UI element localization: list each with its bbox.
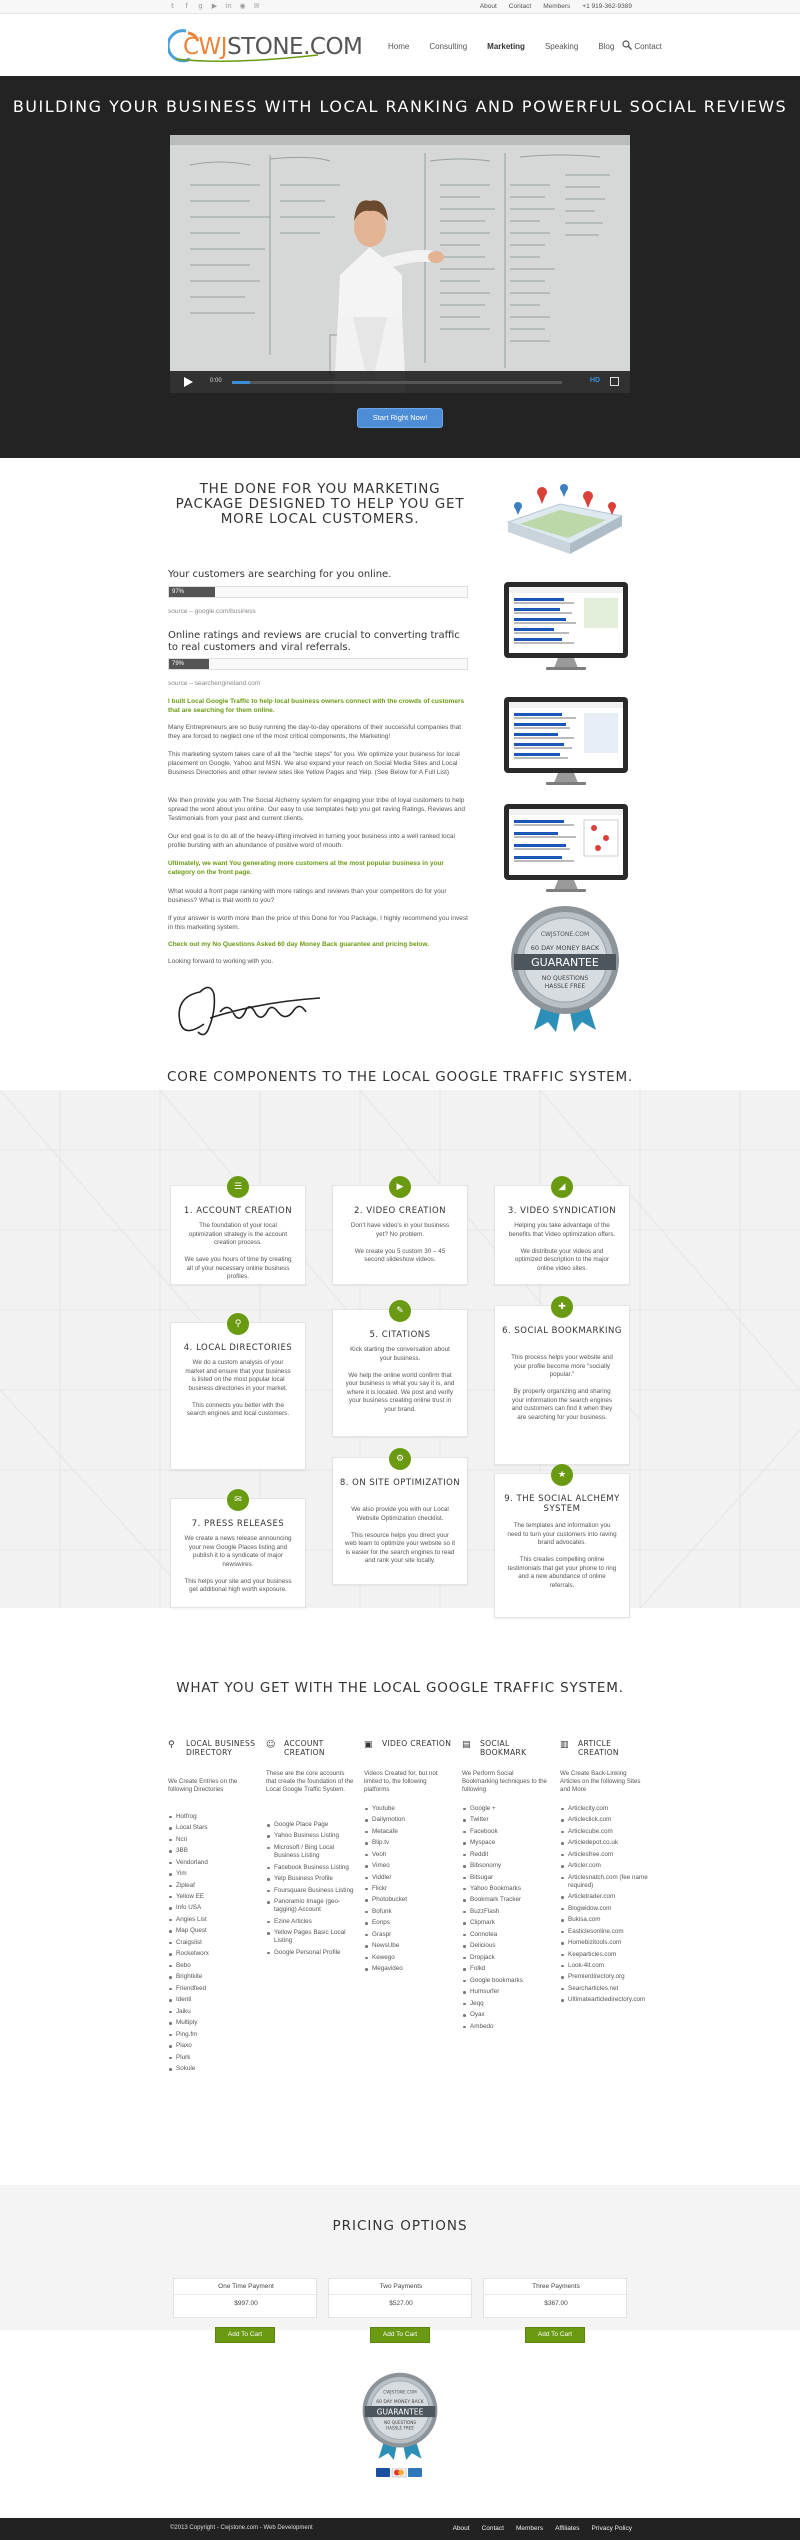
dfy-paragraph: I built Local Google Traffic to help local business owners connect with the crowds of customers that are searching for them online.: [168, 698, 465, 714]
bookmark-icon: ✚: [551, 1296, 573, 1318]
nav-marketing[interactable]: Marketing: [487, 42, 525, 51]
nav-speaking[interactable]: Speaking: [544, 42, 579, 51]
wyg-list-item: Google bookmarks: [462, 1977, 552, 1985]
core-card: [332, 1182, 468, 1285]
wyg-list-item: Google +: [462, 1805, 552, 1813]
top-link-about[interactable]: About: [479, 3, 497, 10]
core-card-text: Helping you take advantage of the benefits that Video optimization offers. We distribute your videos and optimized description to the major online video sites.: [508, 1222, 616, 1272]
wyg-list-item: Identi: [168, 1996, 258, 2004]
wyg-list-item: Youtube: [364, 1805, 454, 1813]
wyg-list-item: Look-4it.com: [560, 1962, 650, 1970]
dfy-paragraph: What would a front page ranking with more ratings and reviews than your competitors do for your business? What is that worth to you?: [168, 888, 447, 904]
wyg-list-item: Foursquare Business Listing: [266, 1887, 356, 1895]
wyg-list-item: Viddler: [364, 1874, 454, 1882]
stat1-bar: [168, 586, 468, 598]
wyg-column-title: SOCIAL BOOKMARK: [480, 1739, 527, 1757]
wyg-list: [168, 1813, 258, 2077]
wyg-list-item: Bibsonomy: [462, 1862, 552, 1870]
wyg-list-item: Yelp Business Profile: [266, 1875, 356, 1883]
wyg-list-item: 3BB: [168, 1847, 258, 1855]
wyg-list-item: Ezine Articles: [266, 1918, 356, 1926]
start-now-button[interactable]: Start Right Now!: [357, 408, 443, 428]
youtube-icon[interactable]: ▶: [211, 2, 218, 10]
dfy-title: THE DONE FOR YOU MARKETING PACKAGE DESIGNED TO HELP YOU GET MORE LOCAL CUSTOMERS.: [175, 481, 465, 527]
directory-icon: ⚲: [227, 1313, 249, 1335]
wyg-list-item: Articletrader.com: [560, 1893, 650, 1901]
wyg-list: [364, 1805, 454, 1977]
nav-blog[interactable]: Blog: [598, 42, 615, 51]
wyg-list-item: Yahoo Bookmarks: [462, 1885, 552, 1893]
linkedin-icon[interactable]: in: [225, 2, 232, 10]
top-phone[interactable]: +1 919-362-9389: [582, 3, 632, 10]
wyg-list-item: Clipmark: [462, 1919, 552, 1927]
core-card: [494, 1182, 630, 1285]
add-to-cart-button[interactable]: Add To Cart: [525, 2327, 585, 2343]
facebook-icon[interactable]: f: [185, 2, 188, 10]
wyg-list-item: Articleclick.com: [560, 1816, 650, 1824]
add-to-cart-button[interactable]: Add To Cart: [215, 2327, 275, 2343]
pricing-card: [483, 2278, 627, 2318]
account-icon: ☰: [227, 1176, 249, 1198]
wyg-list-item: Dropjack: [462, 1954, 552, 1962]
wyg-list-item: Angies List: [168, 1916, 258, 1924]
svg-text:CWJSTONE.COM: CWJSTONE.COM: [540, 931, 590, 938]
stat2-heading: Online ratings and reviews are crucial to converting traffic to real customers and viral referrals.: [168, 630, 460, 653]
wyg-list-item: Jeqq: [462, 2000, 552, 2008]
local-map-graphic: [500, 482, 630, 570]
wyg-list-item: Local Stars: [168, 1824, 258, 1832]
wyg-column-intro: These are the core accounts that create the foundation of the Local Google Traffic System.: [266, 1770, 354, 1794]
wyg-list-item: Jaiku: [168, 2008, 258, 2016]
nav-contact[interactable]: Contact: [634, 42, 662, 51]
wyg-list-item: Dailymotion: [364, 1816, 454, 1824]
top-links: [480, 3, 632, 10]
plan-name: Two Payments: [379, 2283, 423, 2290]
footer-link-affiliates[interactable]: Affiliates: [555, 2525, 580, 2532]
plan-name: Three Payments: [532, 2283, 580, 2290]
add-to-cart-button[interactable]: Add To Cart: [370, 2327, 430, 2343]
monitor-screenshot-2: [502, 695, 630, 787]
bookmark-icon: ▤: [462, 1740, 471, 1750]
core-card: [494, 1470, 630, 1618]
footer-link-members[interactable]: Members: [515, 2525, 544, 2532]
wyg-list-item: Bebo: [168, 1962, 258, 1970]
film-icon: ▣: [364, 1740, 373, 1750]
wyg-list: [560, 1805, 650, 2008]
wyg-list-item: Plaxo: [168, 2042, 258, 2050]
wyg-list-item: Bitsugar: [462, 1874, 552, 1882]
dfy-paragraph: Many Entrepreneurs are so busy running the day-to-day operations of their successful companies that they are forced to neglect one of the most critical components, the Marketing!: [168, 724, 462, 740]
stat2-bar-fill: 79%: [169, 659, 209, 669]
site-header: [0, 14, 800, 76]
user-icon: ☺: [266, 1740, 276, 1750]
wyg-list-item: Vimeo: [364, 1862, 454, 1870]
citations-icon: ✎: [389, 1300, 411, 1322]
svg-text:CWJSTONE.COM: CWJSTONE.COM: [383, 2389, 417, 2395]
wyg-list-item: Eonps: [364, 1919, 454, 1927]
wyg-list-item: Bukisa.com: [560, 1916, 650, 1924]
wyg-list-item: Graspr: [364, 1931, 454, 1939]
wyg-column-title: ARTICLE CREATION: [578, 1739, 619, 1757]
logo-text[interactable]: CWJSTONE.COM: [183, 34, 363, 60]
dfy-paragraph: Check out my No Questions Asked 60 day Money Back guarantee and pricing below.: [168, 941, 430, 948]
wyg-list-item: Folkd: [462, 1965, 552, 1973]
core-card-title: 4. LOCAL DIRECTORIES: [183, 1343, 293, 1353]
wyg-column-intro: Videos Created for, but not limited to, the following platforms: [364, 1770, 438, 1794]
wyg-list-item: Flickr: [364, 1885, 454, 1893]
play-icon[interactable]: [184, 377, 193, 387]
wyg-list-item: Ambedo: [462, 2023, 552, 2031]
core-card-text: This process helps your website and your profile become more "socially popular." By properly organizing and sharing your information the search engines and customers can find it when they are searching for your business.: [511, 1354, 613, 1421]
rss-icon[interactable]: ◉: [239, 2, 246, 10]
dfy-paragraph: This marketing system takes care of all the "techie steps" for you. We optimize your business for local placement on Google, Yahoo and MSN. We also expand your reach on Social Media Sites and Local Business Directories and other review sites like Yellow Pages and Yelp. (See Below for A Full List): [168, 751, 460, 776]
wyg-list-item: Twitter: [462, 1816, 552, 1824]
wyg-list-item: Articlesnatch.com (fee name required): [560, 1874, 650, 1890]
wyg-list-item: Articledepot.co.uk: [560, 1839, 650, 1847]
twitter-icon[interactable]: t: [171, 2, 174, 10]
wyg-list-item: Map Quest: [168, 1927, 258, 1935]
core-card-title: 1. ACCOUNT CREATION: [183, 1206, 293, 1216]
core-card-title: 6. SOCIAL BOOKMARKING: [502, 1326, 622, 1336]
core-card-title: 8. ON SITE OPTIMIZATION: [339, 1478, 461, 1488]
core-card-text: Kick starting the conversation about your business. We help the online world confirm that your business is what you say it is, and where it is located. We post and verify your business creating online trust in your brand.: [345, 1346, 455, 1413]
hero-section: [0, 76, 800, 458]
core-card: [170, 1319, 306, 1470]
video-time: 0:00: [210, 378, 222, 384]
wyg-list-item: Bookmark Tracker: [462, 1896, 552, 1904]
article-icon: ▥: [560, 1740, 569, 1750]
dfy-paragraph: Ultimately, we want You generating more customers at the most popular business in your category on the front page.: [168, 860, 444, 876]
video-icon: ▶: [389, 1176, 411, 1198]
wyg-list: [266, 1821, 356, 1960]
search-icon[interactable]: [622, 40, 632, 50]
wyg-list-item: Blogwidow.com: [560, 1905, 650, 1913]
wyg-list-item: Articler.com: [560, 1862, 650, 1870]
monitor-screenshot-1: [502, 580, 630, 672]
wyg-list-item: Google Personal Profile: [266, 1949, 356, 1957]
wyg-list-item: Ultimatearticledirectory.com: [560, 1996, 650, 2004]
stat1-bar-fill: 97%: [169, 587, 215, 597]
core-card: [332, 1454, 468, 1585]
email-icon[interactable]: ✉: [253, 2, 260, 10]
svg-text:60 DAY MONEY BACK: 60 DAY MONEY BACK: [530, 944, 600, 952]
wyg-list-item: Articlesfree.com: [560, 1851, 650, 1859]
wyg-list-item: Articlecube.com: [560, 1828, 650, 1836]
wyg-column-intro: We Create Back-Linking Articles on the following Sites and More: [560, 1770, 641, 1794]
wyg-list-item: Homebizitools.com: [560, 1939, 650, 1947]
footer-link-contact[interactable]: Contact: [481, 2525, 504, 2532]
hero-title: BUILDING YOUR BUSINESS WITH LOCAL RANKING AND POWERFUL SOCIAL REVIEWS: [12, 97, 788, 116]
wyg-list-item: Easticlesonline.com: [560, 1928, 650, 1936]
footer-copyright: ©2013 Copyright - Cwjstone.com - Web Development: [170, 2525, 313, 2531]
core-card-title: 9. THE SOCIAL ALCHEMY SYSTEM: [504, 1494, 620, 1514]
wyg-list-item: Friendfeed: [168, 1985, 258, 1993]
wyg-list-item: Yellow Pages Basic Local Listing: [266, 1929, 356, 1945]
hd-toggle[interactable]: HD: [590, 377, 601, 384]
wyg-list-item: Yim: [168, 1870, 258, 1878]
wyg-column-title: LOCAL BUSINESS DIRECTORY: [186, 1739, 256, 1757]
core-card-title: 5. CITATIONS: [369, 1330, 431, 1340]
nav-home[interactable]: Home: [388, 42, 410, 51]
alchemy-icon: ★: [551, 1464, 573, 1486]
plan-price: $997.00: [234, 2300, 258, 2307]
dfy-paragraph: Our end goal is to do all of the heavy-lifting involved in turning your business into a well ranked local profile bursting with an abundance of positive word of mouth.: [168, 833, 455, 849]
wyg-list-item: Ping.fm: [168, 2031, 258, 2039]
optimization-icon: ⚙: [389, 1448, 411, 1470]
signature-image: [170, 972, 330, 1042]
wyg-list-item: Panoramio Image (geo-tagging) Account: [266, 1898, 356, 1914]
social-links: [168, 2, 261, 11]
main-nav: [388, 42, 662, 51]
wyg-list-item: Zipleaf: [168, 1882, 258, 1890]
svg-text:NO QUESTIONS: NO QUESTIONS: [384, 2420, 416, 2425]
top-link-members[interactable]: Members: [543, 3, 571, 10]
plan-price: $527.00: [389, 2300, 413, 2307]
nav-consulting[interactable]: Consulting: [429, 42, 468, 51]
wyg-list-item: Brightkite: [168, 1973, 258, 1981]
svg-text:GUARANTEE: GUARANTEE: [376, 2407, 424, 2417]
wyg-list-item: Yahoo Business Listing: [266, 1832, 356, 1840]
wyg-list-item: Hotfrog: [168, 1813, 258, 1821]
plan-name: One Time Payment: [218, 2283, 274, 2290]
wyg-list-item: Craigslist: [168, 1939, 258, 1947]
wyg-list-item: Keeparticles.com: [560, 1951, 650, 1959]
top-link-contact[interactable]: Contact: [508, 3, 532, 10]
dfy-paragraph: We then provide you with The Social Alchemy system for engaging your tribe of loyal customers to help spread the word about you online. Our easy to use templates help you get raving Ratings, Reviews and Testimonials from your past and current clients.: [168, 797, 466, 822]
wyg-list-item: Premierdirectory.org: [560, 1973, 650, 1981]
svg-text:GUARANTEE: GUARANTEE: [531, 956, 599, 969]
video-controls: [170, 371, 630, 393]
wyg-list-item: Kewego: [364, 1954, 454, 1962]
payment-cards-icon: [376, 2468, 424, 2482]
wyg-list-item: Blip.tv: [364, 1839, 454, 1847]
wyg-list-item: Multiply: [168, 2019, 258, 2027]
plan-price: $367.00: [544, 2300, 568, 2307]
wyg-list-item: Veoh: [364, 1851, 454, 1859]
wyg-list-item: Connotea: [462, 1931, 552, 1939]
stat2-bar: [168, 658, 468, 670]
fullscreen-icon[interactable]: [610, 377, 619, 386]
wyg-list-item: Facebook: [462, 1828, 552, 1836]
core-card-title: 2. VIDEO CREATION: [353, 1206, 447, 1216]
wyg-list-item: Delicious: [462, 1942, 552, 1950]
core-card: [332, 1306, 468, 1437]
guarantee-badge-small: [355, 2370, 445, 2460]
google-plus-icon[interactable]: g: [198, 2, 203, 10]
wyg-list-item: Facebook Business Listing: [266, 1864, 356, 1872]
wyg-list-item: Metacafe: [364, 1828, 454, 1836]
wyg-list-item: Microsoft / Bing Local Business Listing: [266, 1844, 356, 1860]
wyg-list-item: Rocketworx: [168, 1950, 258, 1958]
wyg-list-item: Ncri: [168, 1836, 258, 1844]
svg-text:60 DAY MONEY BACK: 60 DAY MONEY BACK: [376, 2400, 424, 2406]
footer-link-about[interactable]: About: [452, 2525, 470, 2532]
wyg-column-title: ACCOUNT CREATION: [284, 1739, 325, 1757]
wyg-list-item: BuzzFlash: [462, 1908, 552, 1916]
video-player[interactable]: [170, 135, 630, 393]
svg-text:NO QUESTIONS: NO QUESTIONS: [541, 975, 589, 982]
wyg-list-item: Vendorland: [168, 1859, 258, 1867]
dfy-paragraph: If your answer is worth more than the price of this Done for You Package, I highly recommend you invest in this marketing system.: [168, 915, 468, 931]
wyg-list-item: Bofunk: [364, 1908, 454, 1916]
core-card-text: The templates and information you need to turn your customers into raving brand advocates. This creates compelling online testimonials that get your phone to ring and a new abundance of online referrals.: [507, 1522, 617, 1589]
svg-text:HASSLE FREE: HASSLE FREE: [544, 983, 586, 990]
wyg-column-intro: We Create Entries on the following Directories: [168, 1778, 238, 1794]
stat2-source: source – searchengineland.com: [168, 680, 261, 687]
core-title: CORE COMPONENTS TO THE LOCAL GOOGLE TRAFFIC SYSTEM.: [166, 1069, 634, 1085]
dfy-paragraph: Looking forward to working with you.: [168, 958, 274, 965]
money-back-guarantee-badge: [500, 902, 630, 1032]
wyg-list-item: Myspace: [462, 1839, 552, 1847]
core-card-text: We do a custom analysis of your market and ensure that your business is listed on the most popular local business directories in your market. This connects you better with the search engines and local customers.: [185, 1359, 291, 1417]
monitor-screenshot-3: [502, 802, 630, 894]
core-card-title: 3. VIDEO SYNDICATION: [507, 1206, 617, 1216]
footer-links: [453, 2525, 632, 2532]
wyg-list-item: NewsUbe: [364, 1942, 454, 1950]
wyg-list-item: Sokule: [168, 2065, 258, 2073]
site-footer: [0, 2518, 800, 2540]
wyg-list-item: Oyax: [462, 2011, 552, 2019]
wyg-list-item: Megavideo: [364, 1965, 454, 1973]
pricing-card: [328, 2278, 472, 2318]
pricing-card: [173, 2278, 317, 2318]
svg-text:HASSLE FREE: HASSLE FREE: [386, 2425, 414, 2431]
wyg-list-item: Humsurfer: [462, 1988, 552, 1996]
core-card-text: Don't have video's in your business yet? No problem. We create you 5 custom 30 – 45 second slideshow videos.: [350, 1222, 450, 1263]
stat1-heading: Your customers are searching for you online.: [168, 569, 392, 580]
wyg-list-item: Photobucket: [364, 1896, 454, 1904]
wyg-list-item: Yellow EE: [168, 1893, 258, 1901]
wyg-list-item: Info USA: [168, 1904, 258, 1912]
wyg-column-intro: We Perform Social Bookmarking techniques to the following: [462, 1770, 547, 1794]
core-card: [170, 1495, 306, 1608]
wyg-list: [462, 1805, 552, 2035]
wyg-column-title: VIDEO CREATION: [382, 1739, 452, 1748]
video-frame: [170, 135, 630, 393]
core-card-text: We create a news release announcing your new Google Places listing and publish it to a syndicate of major newswires. This helps your site and your business get additional high worth exposure.: [184, 1535, 292, 1593]
syndication-icon: ◢: [551, 1176, 573, 1198]
core-card-text: We also provide you with our Local Website Optimization checklist. This resource helps you direct your web team to optimize your website so it is easier for the search engines to read and rank your site locally.: [345, 1506, 455, 1564]
press-icon: ✉: [227, 1489, 249, 1511]
footer-link-privacy[interactable]: Privacy Policy: [591, 2525, 632, 2532]
wyg-list-item: Articlecity.com: [560, 1805, 650, 1813]
core-card-title: 7. PRESS RELEASES: [191, 1519, 285, 1529]
top-utility-bar: [0, 0, 800, 14]
map-marker-icon: ⚲: [168, 1740, 175, 1750]
pricing-title: PRICING OPTIONS: [332, 2218, 468, 2234]
wyg-list-item: Google Place Page: [266, 1821, 356, 1829]
core-card: [494, 1302, 630, 1465]
wyg-list-item: Plurk: [168, 2054, 258, 2062]
core-card: [170, 1182, 306, 1285]
core-card-text: The foundation of your local optimization strategy is the account creation process. We save you hours of time by creating all of your necessary online business profiles.: [184, 1222, 292, 1280]
stat1-source: source – google.com/business: [168, 608, 256, 615]
wyg-title: WHAT YOU GET WITH THE LOCAL GOOGLE TRAFFIC SYSTEM.: [176, 1680, 624, 1696]
video-progress[interactable]: [232, 381, 562, 384]
wyg-list-item: Reddit: [462, 1851, 552, 1859]
wyg-list-item: Searcharticles.net: [560, 1985, 650, 1993]
